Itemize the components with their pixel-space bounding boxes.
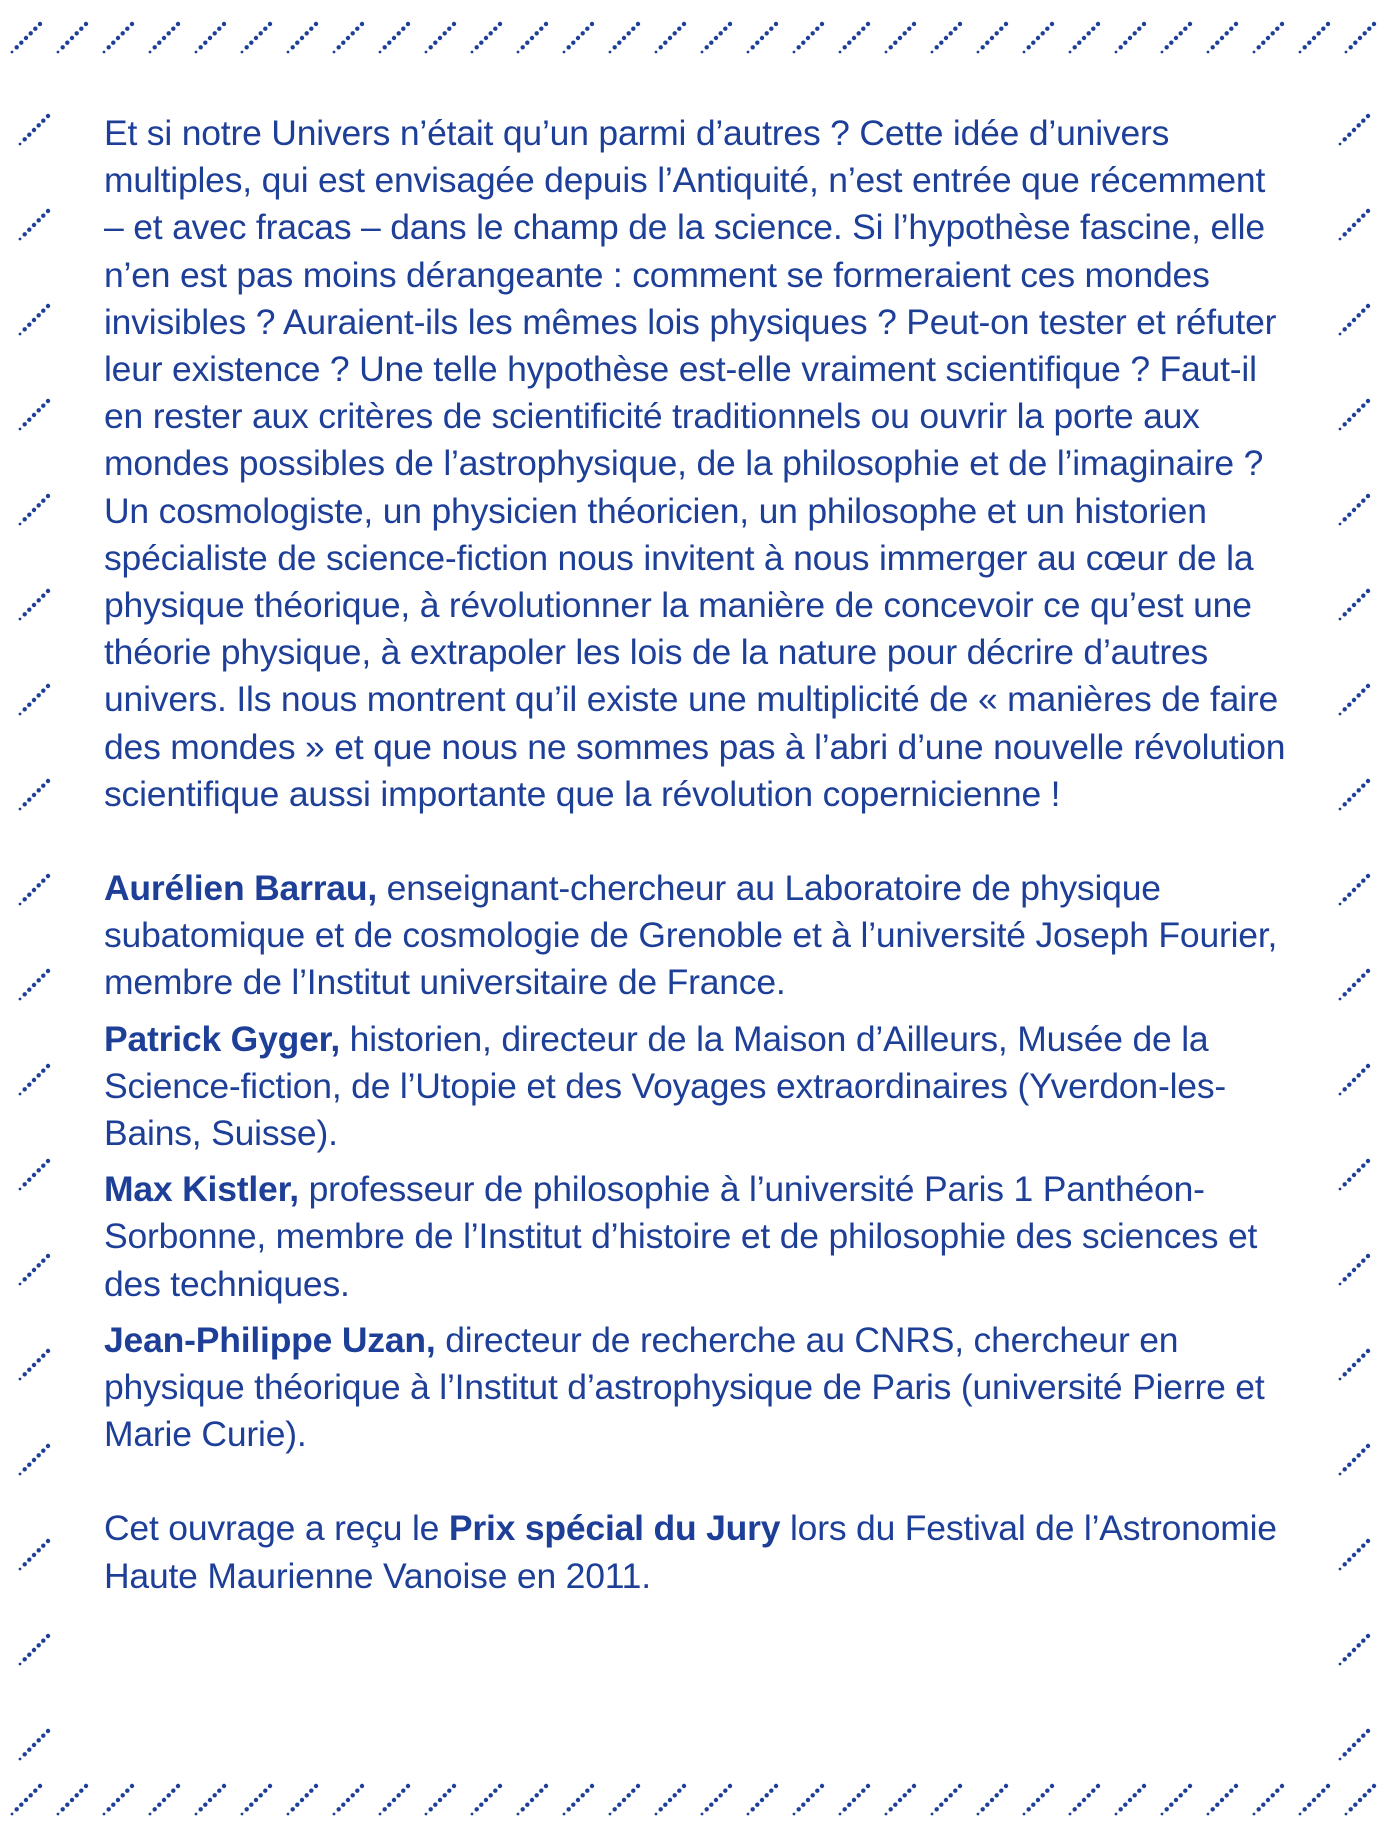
author-entry-kistler: [104, 1166, 1294, 1308]
dotted-diagonal-dash-icon: [19, 1729, 51, 1761]
dotted-diagonal-dash-icon: [1207, 1784, 1239, 1816]
dotted-diagonal-dash-icon: [19, 1159, 51, 1191]
dotted-diagonal-dash-icon: [931, 22, 963, 54]
back-cover-text: [104, 110, 1294, 1600]
dotted-diagonal-dash-icon: [1339, 1729, 1371, 1761]
dotted-diagonal-dash-icon: [103, 1784, 135, 1816]
dotted-diagonal-dash-icon: [19, 114, 51, 146]
dotted-diagonal-dash-icon: [19, 209, 51, 241]
dotted-diagonal-dash-icon: [517, 22, 549, 54]
dotted-diagonal-dash-icon: [1339, 589, 1371, 621]
dotted-diagonal-dash-icon: [19, 1634, 51, 1666]
dotted-diagonal-dash-icon: [1023, 1784, 1055, 1816]
dotted-diagonal-dash-icon: [1339, 1444, 1371, 1476]
dotted-diagonal-dash-icon: [19, 684, 51, 716]
dotted-diagonal-dash-icon: [609, 1784, 641, 1816]
dotted-diagonal-dash-icon: [563, 1784, 595, 1816]
dotted-diagonal-dash-icon: [747, 22, 779, 54]
dotted-diagonal-dash-icon: [19, 1444, 51, 1476]
dotted-diagonal-dash-icon: [1339, 1634, 1371, 1666]
dotted-diagonal-dash-icon: [333, 22, 365, 54]
dotted-diagonal-dash-icon: [19, 874, 51, 906]
prize-text-before: Cet ouvrage a reçu le: [104, 1508, 449, 1549]
dotted-diagonal-dash-icon: [1161, 1784, 1193, 1816]
dotted-diagonal-dash-icon: [1339, 684, 1371, 716]
dotted-diagonal-dash-icon: [19, 304, 51, 336]
dotted-diagonal-dash-icon: [57, 1784, 89, 1816]
intro-paragraph: Et si notre Univers n’était qu’un parmi d’autres ? Cette idée d’univers multiples, qui est envisagée depuis l’Antiquité, n’est entrée que récemment – et avec fracas – dans le champ de la science. Si l’hypothèse fascine, elle n’en est pas moins dérangeante : comment se formeraient ces mondes invisibles ? Auraient-ils les mêmes lois physiques ? Peut-on tester et réfuter leur existence ? Une telle hypothèse est-elle vraiment scientifique ? Faut-il en rester aux critères de scientificité traditionnels ou ouvrir la porte aux mondes possibles de l’astrophysique, de la philosophie et de l’imaginaire ? Un cosmologiste, un physicien théoricien, un philosophe et un historien spécialiste de science-fiction nous invitent à nous immerger au cœur de la physique théorique, à révolutionner la manière de concevoir ce qu’est une théorie physique, à extrapoler les lois de la nature pour décrire d’autres univers. Ils nous montrent qu’il existe une multiplicité de « manières de faire des mondes » et que nous ne sommes pas à l’abri d’une nouvelle révolution scientifique aussi importante que la révolution copernicienne !: [104, 113, 1286, 814]
dotted-diagonal-dash-icon: [241, 1784, 273, 1816]
dotted-diagonal-dash-icon: [1339, 969, 1371, 1001]
dotted-diagonal-dash-icon: [1069, 1784, 1101, 1816]
dotted-diagonal-dash-icon: [1339, 1064, 1371, 1096]
dotted-diagonal-dash-icon: [1339, 1539, 1371, 1571]
dotted-diagonal-dash-icon: [931, 1784, 963, 1816]
dotted-diagonal-dash-icon: [1161, 22, 1193, 54]
author-name: Max Kistler,: [104, 1169, 299, 1210]
dotted-diagonal-dash-icon: [1339, 304, 1371, 336]
dotted-diagonal-dash-icon: [149, 1784, 181, 1816]
author-bio: historien, directeur de la Maison d’Ailleurs, Musée de la Science-fiction, de l’Utopie et des Voyages extraordinaires (Yverdon-les-Bains, Suisse).: [104, 1018, 1226, 1154]
author-bio: enseignant-chercheur au Laboratoire de physique subatomique et de cosmologie de Grenoble et à l’université Joseph Fourier, membre de l’Institut universitaire de France.: [104, 868, 1278, 1003]
dotted-diagonal-dash-icon: [1339, 494, 1371, 526]
dotted-diagonal-dash-icon: [655, 22, 687, 54]
dotted-diagonal-dash-icon: [1299, 22, 1331, 54]
prize-name: Prix spécial du Jury: [448, 1508, 781, 1549]
dotted-diagonal-dash-icon: [701, 1784, 733, 1816]
author-bio: directeur de recherche au CNRS, chercheur en physique théorique à l’Institut d’astrophysique de Paris (université Pierre et Marie Curie).: [104, 1319, 1265, 1455]
dotted-diagonal-dash-icon: [1339, 209, 1371, 241]
dotted-diagonal-dash-icon: [1339, 779, 1371, 811]
author-name: Aurélien Barrau,: [104, 868, 377, 909]
dotted-diagonal-dash-icon: [19, 1539, 51, 1571]
dotted-diagonal-dash-icon: [19, 494, 51, 526]
dotted-diagonal-dash-icon: [379, 1784, 411, 1816]
dotted-diagonal-dash-icon: [1339, 874, 1371, 906]
dotted-diagonal-dash-icon: [11, 22, 43, 54]
dotted-diagonal-dash-icon: [1299, 1784, 1331, 1816]
dotted-diagonal-dash-icon: [655, 1784, 687, 1816]
dotted-diagonal-dash-icon: [563, 22, 595, 54]
dotted-diagonal-dash-icon: [241, 22, 273, 54]
dotted-diagonal-dash-icon: [195, 22, 227, 54]
dotted-diagonal-dash-icon: [793, 1784, 825, 1816]
dotted-diagonal-dash-icon: [19, 399, 51, 431]
dotted-diagonal-dash-icon: [149, 22, 181, 54]
dotted-diagonal-dash-icon: [517, 1784, 549, 1816]
dotted-diagonal-dash-icon: [287, 22, 319, 54]
dotted-diagonal-dash-icon: [287, 1784, 319, 1816]
dotted-diagonal-dash-icon: [839, 1784, 871, 1816]
author-entry-barrau: [104, 865, 1294, 1007]
dotted-diagonal-dash-icon: [1345, 1784, 1377, 1816]
dotted-diagonal-dash-icon: [1339, 1254, 1371, 1286]
dotted-diagonal-dash-icon: [1339, 114, 1371, 146]
dotted-diagonal-dash-icon: [1339, 1349, 1371, 1381]
dotted-diagonal-dash-icon: [19, 1064, 51, 1096]
dotted-diagonal-dash-icon: [57, 22, 89, 54]
dotted-diagonal-dash-icon: [1339, 1159, 1371, 1191]
dotted-diagonal-dash-icon: [885, 22, 917, 54]
dotted-diagonal-dash-icon: [793, 22, 825, 54]
author-list: [104, 865, 1294, 1458]
dotted-diagonal-dash-icon: [1023, 22, 1055, 54]
dotted-diagonal-dash-icon: [19, 589, 51, 621]
dotted-diagonal-dash-icon: [1339, 399, 1371, 431]
dotted-diagonal-dash-icon: [19, 779, 51, 811]
dotted-diagonal-dash-icon: [1115, 22, 1147, 54]
author-name: Jean-Philippe Uzan,: [104, 1319, 436, 1360]
dotted-diagonal-dash-icon: [977, 1784, 1009, 1816]
dotted-diagonal-dash-icon: [19, 969, 51, 1001]
dotted-diagonal-dash-icon: [195, 1784, 227, 1816]
dotted-diagonal-dash-icon: [379, 22, 411, 54]
dotted-diagonal-dash-icon: [609, 22, 641, 54]
author-bio: professeur de philosophie à l’université Paris 1 Panthéon-Sorbonne, membre de l’Institut d’histoire et de philosophie des sciences et des techniques.: [104, 1169, 1258, 1304]
dotted-diagonal-dash-icon: [1253, 22, 1285, 54]
dotted-diagonal-dash-icon: [471, 1784, 503, 1816]
dotted-diagonal-dash-icon: [425, 22, 457, 54]
dotted-diagonal-dash-icon: [885, 1784, 917, 1816]
dotted-diagonal-dash-icon: [1345, 22, 1377, 54]
dotted-diagonal-dash-icon: [1069, 22, 1101, 54]
dotted-diagonal-dash-icon: [471, 22, 503, 54]
dotted-diagonal-dash-icon: [1115, 1784, 1147, 1816]
dotted-diagonal-dash-icon: [103, 22, 135, 54]
dotted-diagonal-dash-icon: [19, 1349, 51, 1381]
prize-note: [104, 1505, 1294, 1599]
author-name: Patrick Gyger,: [104, 1018, 340, 1059]
dotted-diagonal-dash-icon: [425, 1784, 457, 1816]
dotted-diagonal-dash-icon: [701, 22, 733, 54]
dotted-diagonal-dash-icon: [747, 1784, 779, 1816]
dotted-diagonal-dash-icon: [1207, 22, 1239, 54]
dotted-diagonal-dash-icon: [11, 1784, 43, 1816]
dotted-diagonal-dash-icon: [977, 22, 1009, 54]
prize-text-after: lors du Festival de l’Astronomie Haute Maurienne Vanoise en 2011.: [104, 1508, 1277, 1596]
dotted-diagonal-dash-icon: [19, 1254, 51, 1286]
author-entry-gyger: [104, 1016, 1294, 1158]
author-entry-uzan: [104, 1317, 1294, 1459]
dotted-diagonal-dash-icon: [1253, 1784, 1285, 1816]
dotted-diagonal-dash-icon: [839, 22, 871, 54]
dotted-diagonal-dash-icon: [333, 1784, 365, 1816]
